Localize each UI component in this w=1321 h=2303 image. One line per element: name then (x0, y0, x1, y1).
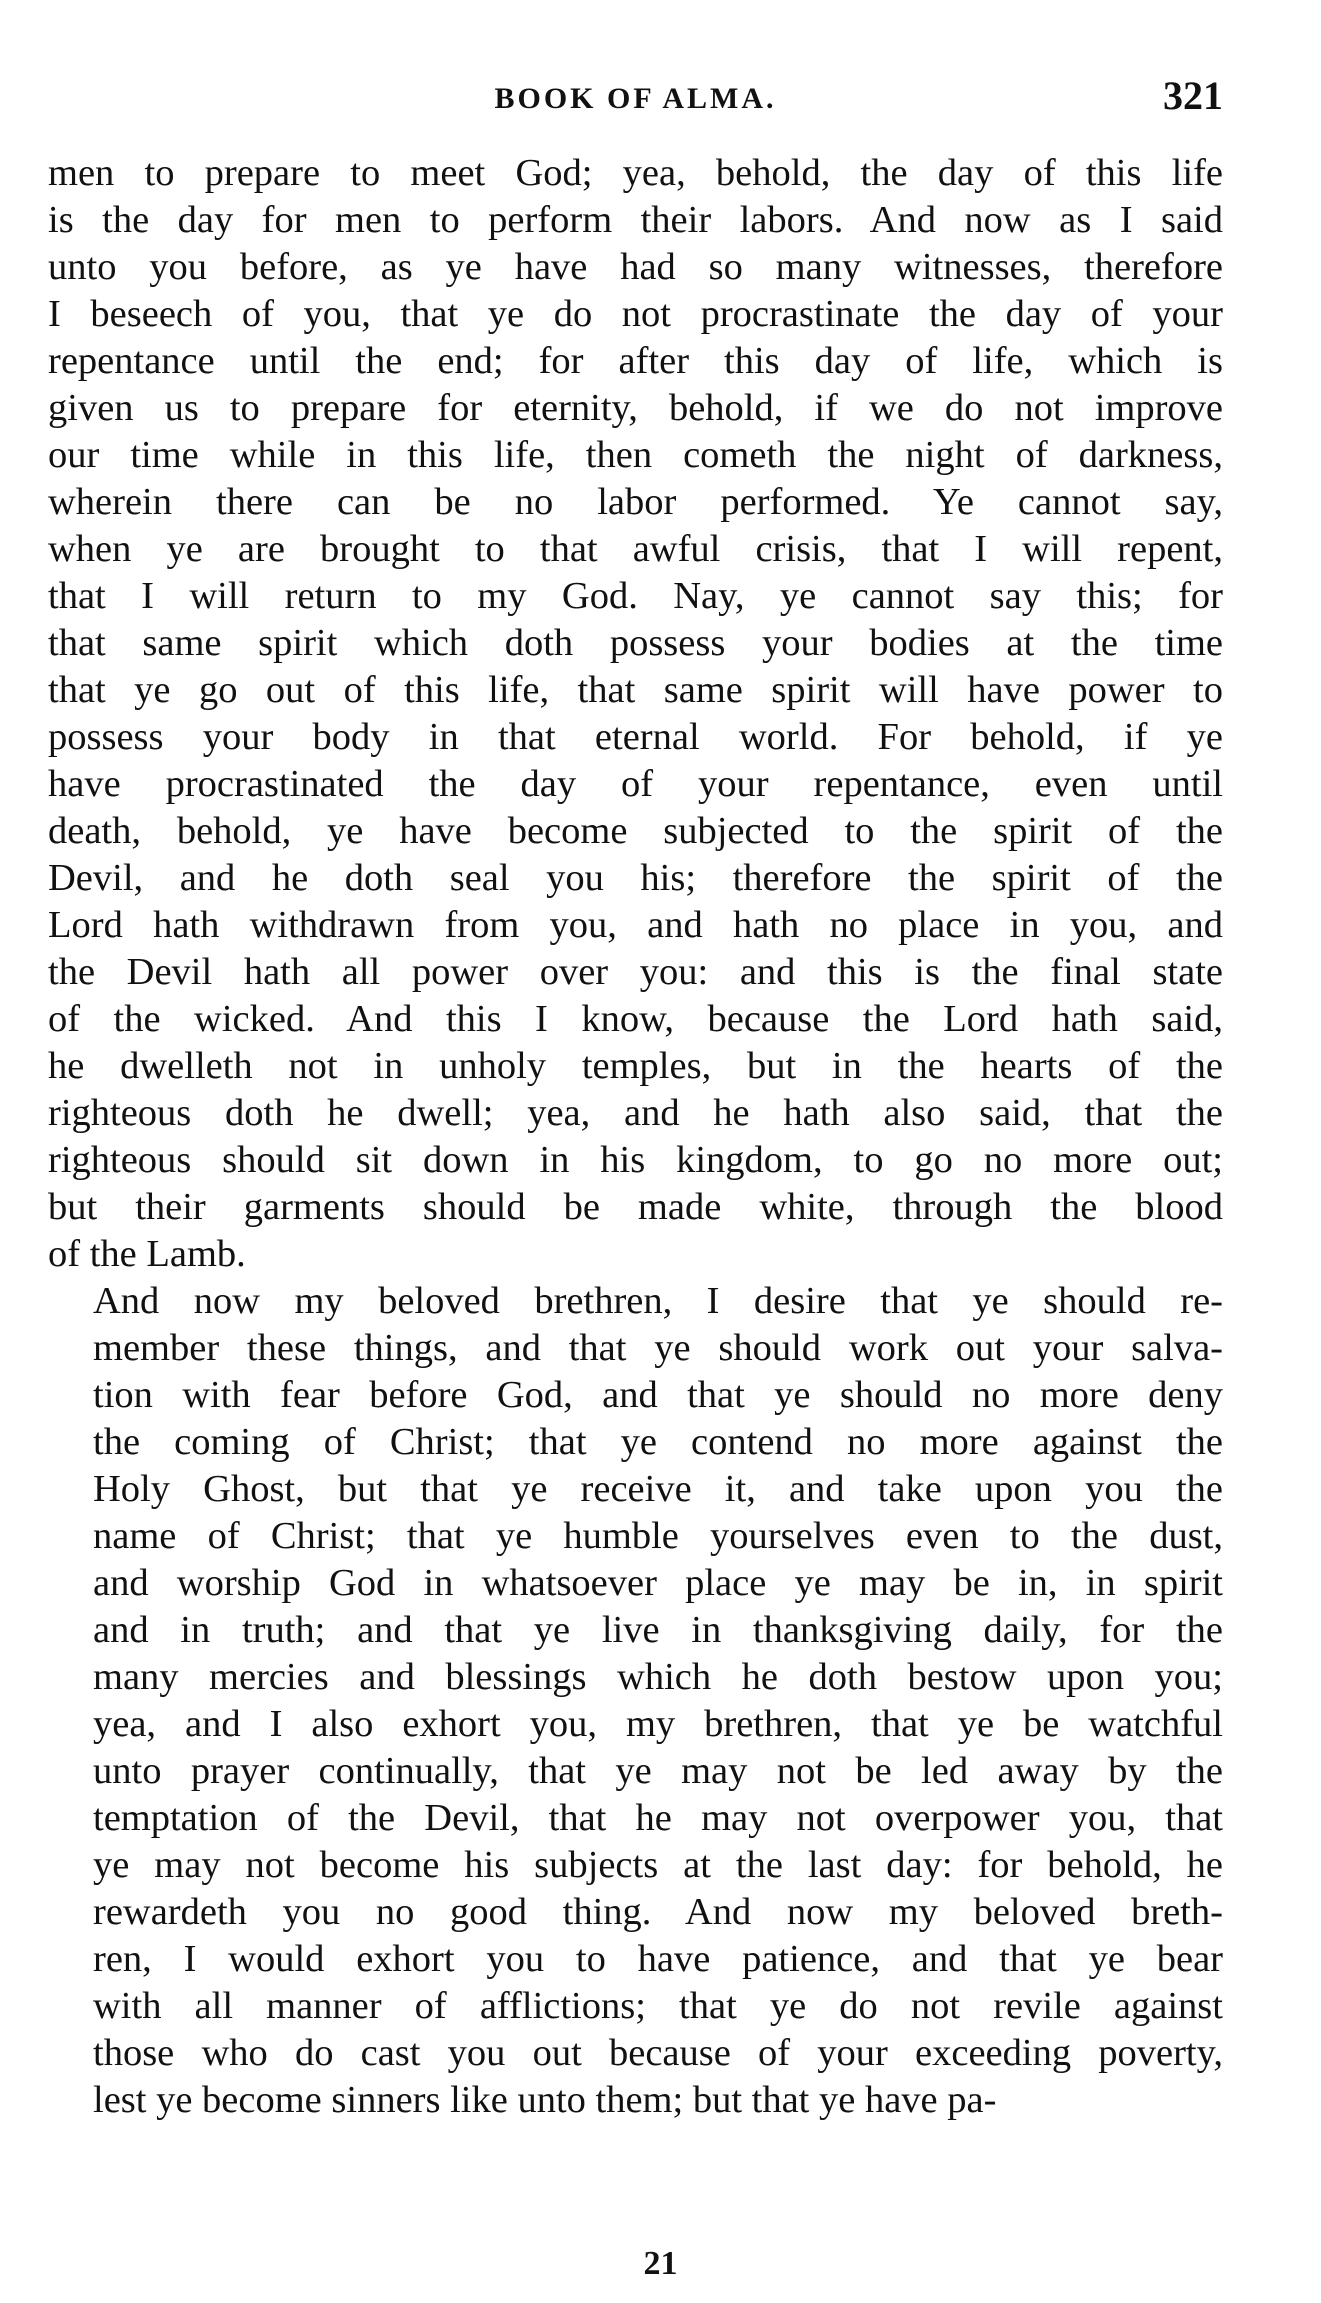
text-line: wherein there can be no labor performed. Ye cannot say, (48, 481, 1223, 523)
text-line: with all manner of afflictions; that ye do not revile against (93, 1985, 1223, 2027)
text-line: yea, and I also exhort you, my brethren, that ye be watchful (93, 1703, 1223, 1745)
text-line: men to prepare to meet God; yea, behold, the day of this life (48, 152, 1223, 194)
text-line: he dwelleth not in unholy temples, but in the hearts of the (48, 1045, 1223, 1087)
text-line: the Devil hath all power over you: and this is the final state (48, 951, 1223, 993)
running-head (48, 72, 1223, 122)
text-line: that ye go out of this life, that same spirit will have power to (48, 669, 1223, 711)
running-title: BOOK OF ALMA. (494, 82, 777, 115)
text-line: Devil, and he doth seal you his; therefore the spirit of the (48, 857, 1223, 899)
text-line: temptation of the Devil, that he may not overpower you, that (93, 1797, 1223, 1839)
text-line: when ye are brought to that awful crisis, that I will repent, (48, 528, 1223, 570)
signature-mark: 21 (643, 2245, 678, 2282)
text-line: given us to prepare for eternity, behold, if we do not improve (48, 387, 1223, 429)
text-line: but their garments should be made white, through the blood (48, 1186, 1223, 1228)
text-line: lest ye become sinners like unto them; but that ye have pa- (93, 2079, 997, 2121)
text-line: righteous doth he dwell; yea, and he hath also said, that the (48, 1092, 1223, 1134)
text-line: that I will return to my God. Nay, ye cannot say this; for (48, 575, 1223, 617)
text-line: And now my beloved brethren, I desire that ye should re- (93, 1280, 1223, 1322)
body-text (48, 150, 1223, 2124)
text-line: of the wicked. And this I know, because the Lord hath said, (48, 998, 1223, 1040)
text-line: Lord hath withdrawn from you, and hath no place in you, and (48, 904, 1223, 946)
text-line: righteous should sit down in his kingdom, to go no more out; (48, 1139, 1223, 1181)
paragraph-exhortation (48, 1278, 1223, 2124)
text-line: I beseech of you, that ye do not procrastinate the day of your (48, 293, 1223, 335)
text-line: name of Christ; that ye humble yourselves even to the dust, (93, 1515, 1223, 1557)
paragraph-continuation (48, 150, 1223, 1278)
text-line: those who do cast you out because of your exceeding poverty, (93, 2032, 1223, 2074)
text-line: Holy Ghost, but that ye receive it, and take upon you the (93, 1468, 1223, 1510)
text-line: unto prayer continually, that ye may not be led away by the (93, 1750, 1223, 1792)
text-line: tion with fear before God, and that ye should no more deny (93, 1374, 1223, 1416)
text-line: of the Lamb. (48, 1233, 246, 1275)
page-number: 321 (1163, 73, 1223, 118)
text-line: ren, I would exhort you to have patience, and that ye bear (93, 1938, 1223, 1980)
text-line: and worship God in whatsoever place ye may be in, in spirit (93, 1562, 1223, 1604)
text-line: death, behold, ye have become subjected to the spirit of the (48, 810, 1223, 852)
text-line: member these things, and that ye should work out your salva- (93, 1327, 1223, 1369)
text-line: have procrastinated the day of your repentance, even until (48, 763, 1223, 805)
text-line: possess your body in that eternal world. For behold, if ye (48, 716, 1223, 758)
text-line: the coming of Christ; that ye contend no more against the (93, 1421, 1223, 1463)
text-line: and in truth; and that ye live in thanksgiving daily, for the (93, 1609, 1223, 1651)
text-line: that same spirit which doth possess your bodies at the time (48, 622, 1223, 664)
text-line: is the day for men to perform their labors. And now as I said (48, 199, 1223, 241)
text-line: many mercies and blessings which he doth bestow upon you; (93, 1656, 1223, 1698)
text-line: repentance until the end; for after this day of life, which is (48, 340, 1223, 382)
text-line: unto you before, as ye have had so many witnesses, therefore (48, 246, 1223, 288)
text-line: rewardeth you no good thing. And now my beloved breth- (93, 1891, 1223, 1933)
text-line: our time while in this life, then cometh the night of darkness, (48, 434, 1223, 476)
text-line: ye may not become his subjects at the last day: for behold, he (93, 1844, 1223, 1886)
